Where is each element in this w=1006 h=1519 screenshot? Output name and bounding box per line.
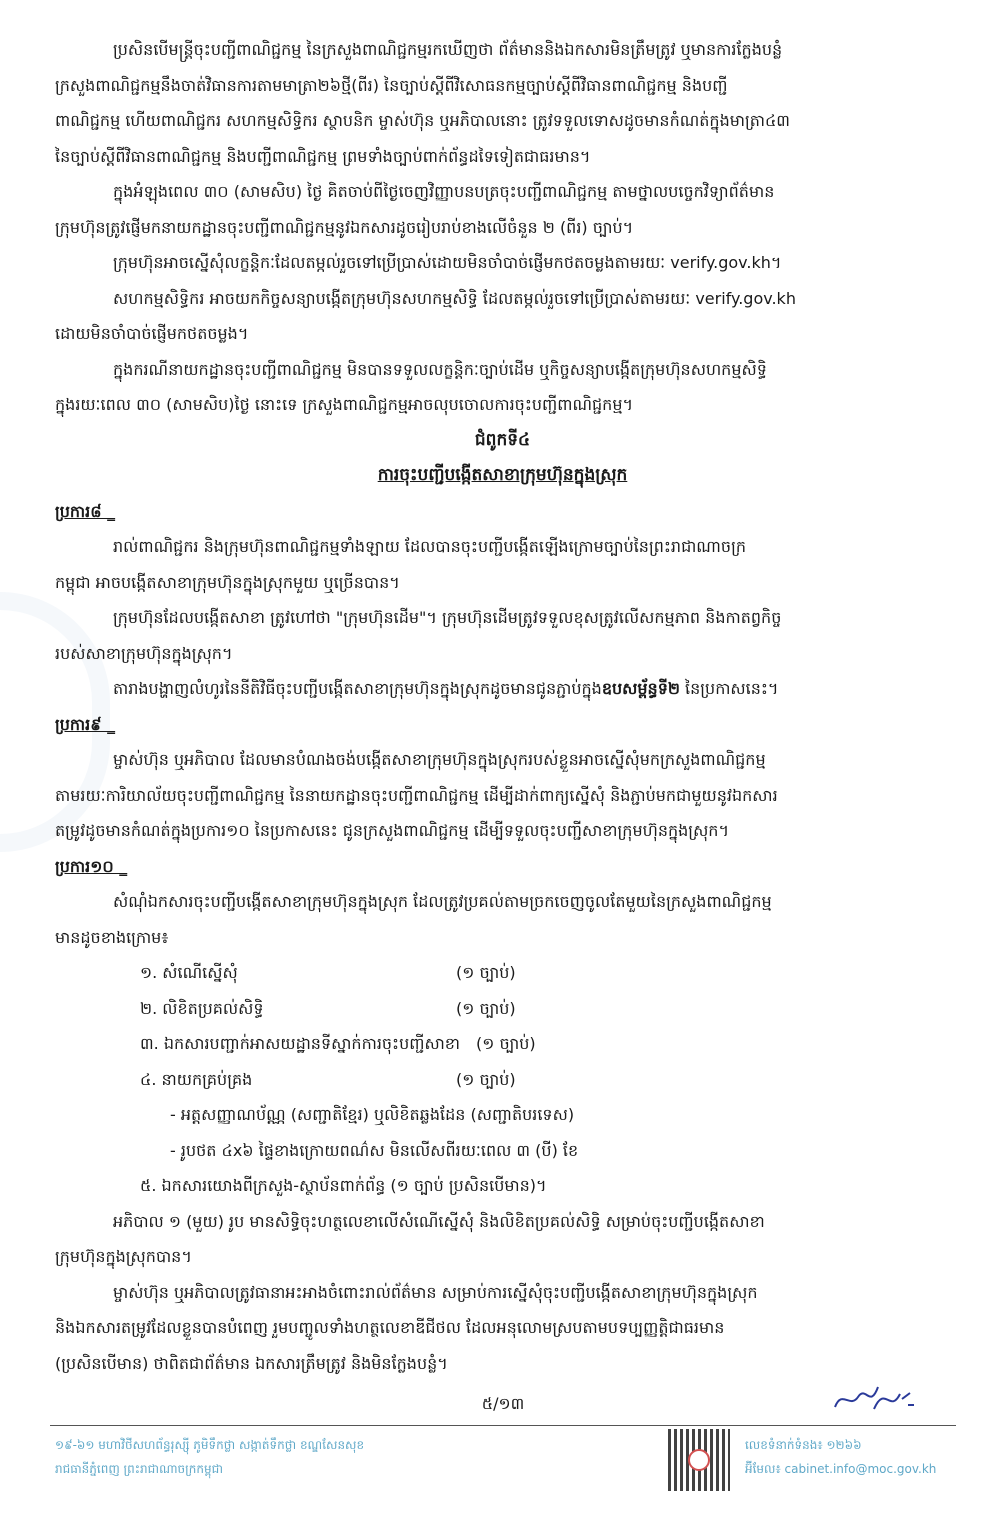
list-item-qty: (១ ច្បាប់)	[456, 963, 516, 982]
footer-divider	[50, 1425, 956, 1426]
article-10-title: ប្រការ១០ _	[55, 856, 128, 876]
list-item-qty: (១ ច្បាប់)	[456, 1069, 516, 1089]
chapter-title: ជំពូកទី៤	[474, 429, 531, 450]
text-line: សហកម្មសិទ្ធិករ អាចយកកិច្ចសន្យាបង្កើតក្រុមហ៊ុនសហកម្មសិទ្ធិ ដែលតម្កល់រួចទៅប្រើប្រាស់តាមរយៈ verify.gov.kh	[113, 288, 796, 308]
text-line: ប្រសិនបើមន្ត្រីចុះបញ្ជីពាណិជ្ជកម្ម នៃក្រសួងពាណិជ្ជកម្មរកឃើញថា ព័ត៌មាននិងឯកសារមិនត្រឹមត្រូវ ឬមានការក្លែងបន្លំ	[113, 40, 783, 59]
email-link[interactable]: អ៊ីមែល៖ cabinet.info@moc.gov.kh	[745, 1462, 937, 1476]
text-line: ក្នុងករណីនាយកដ្ឋានចុះបញ្ជីពាណិជ្ជកម្ម មិនបានទទួលលក្ខន្តិកៈច្បាប់ដើម ឬកិច្ចសន្យាបង្កើតក្រុមហ៊ុនសហកម្មសិទ្ធិ	[113, 359, 767, 379]
text-line: កម្ពុជា អាចបង្កើតសាខាក្រុមហ៊ុនក្នុងស្រុកមួយ ឬច្រើនបាន។	[55, 572, 400, 592]
text-line: ក្រសួងពាណិជ្ជកម្មនឹងចាត់វិធានការតាមមាត្រា២៦ថ្មី(ពីរ) នៃច្បាប់ស្តីពីវិសោធនកម្មច្បាប់ស្តីពីវិធានពាណិជ្ជកម្ម និងបញ្ជី	[55, 75, 728, 95]
text-line: ម្ចាស់ហ៊ុន ឬអភិបាល ដែលមានបំណងចង់បង្កើតសាខាក្រុមហ៊ុនក្នុងស្រុករបស់ខ្លួនអាចស្នើសុំមកក្រសួងពាណិជ្ជកម្ម	[113, 750, 766, 769]
text-line: របស់សាខាក្រុមហ៊ុនក្នុងស្រុក។	[55, 643, 233, 663]
list-item	[55, 1062, 950, 1098]
list-item-label: ៣. ឯកសារបញ្ជាក់អាសយដ្ឋានទីស្នាក់ការចុះបញ្ជីសាខា	[140, 1034, 461, 1053]
text-line: ពាណិជ្ជកម្ម ហើយពាណិជ្ជករ សហកម្មសិទ្ធិករ ស្ថាបនិក ម្ចាស់ហ៊ុន ឬអភិបាលនោះ ត្រូវទទួលទោសដូចមានកំណត់ក្នុងមាត្រា៤៣	[55, 111, 790, 130]
text-line: ក្នុងរយៈពេល ៣០ (សាមសិប)ថ្ងៃ នោះទេ ក្រសួងពាណិជ្ជកម្មអាចលុបចោលការចុះបញ្ជីពាណិជ្ជកម្ម។	[55, 395, 634, 414]
list-item-label: ២. លិខិតប្រគល់សិទ្ធិ	[140, 998, 264, 1018]
article-8-title: ប្រការ៨ _	[55, 501, 116, 521]
footer-contact	[745, 1433, 960, 1481]
list-item-qty: (១ ច្បាប់)	[456, 998, 516, 1018]
footer-address	[55, 1433, 645, 1481]
address-line: ១៩-៦១ មហាវិថីសហព័ន្ធរុស្ស៊ី ភូមិទឹកថ្លា សង្កាត់ទឹកថ្លា ខណ្ឌសែនសុខ	[55, 1438, 365, 1452]
text-line: តម្រូវដូចមានកំណត់ក្នុងប្រការ១០ នៃប្រកាសនេះ ជូនក្រសួងពាណិជ្ជកម្ម ដើម្បីទទួលចុះបញ្ជីសាខាក្រុមហ៊ុនក្នុងស្រុក។	[55, 821, 730, 840]
list-item	[55, 955, 950, 991]
text-line: ក្រុមហ៊ុនក្នុងស្រុកបាន។	[55, 1247, 192, 1266]
text-line: សំណុំឯកសារចុះបញ្ជីបង្កើតសាខាក្រុមហ៊ុនក្នុងស្រុក ដែលត្រូវប្រគល់តាមច្រកចេញចូលតែមួយនៃក្រសួងពាណិជ្ជកម្ម	[113, 892, 772, 911]
text-line: និងឯកសារតម្រូវដែលខ្លួនបានបំពេញ រួមបញ្ចូលទាំងហត្ថលេខាឌីជីថល ដែលអនុលោមស្របតាមបទប្បញ្ញត្តិជាធរមាន	[55, 1318, 725, 1337]
sub-list-item: - អត្តសញ្ញាណប័ណ្ណ (សញ្ជាតិខ្មែរ) ឬលិខិតឆ្លងដែន (សញ្ជាតិបរទេស)	[170, 1105, 575, 1124]
sub-list-item: - រូបថត ៤x៦ ផ្ទៃខាងក្រោយពណ៌ស មិនលើសពីរយៈពេល ៣ (បី) ខែ	[170, 1140, 579, 1160]
list-item-label: ៤. នាយកគ្រប់គ្រង	[140, 1069, 253, 1089]
list-item: ៥. ឯកសារយោងពីក្រសួង-ស្ថាប័នពាក់ព័ន្ធ (១ ច្បាប់ ប្រសិនបើមាន)។	[140, 1176, 547, 1195]
chapter-subtitle: ការចុះបញ្ជីបង្កើតសាខាក្រុមហ៊ុនក្នុងស្រុក	[377, 465, 628, 485]
document-body	[55, 32, 950, 1381]
article-9-title: ប្រការ៩ _	[55, 714, 116, 734]
text-line: ក្រុមហ៊ុនអាចស្នើសុំលក្ខន្តិកៈដែលតម្កល់រួចទៅប្រើប្រាស់ដោយមិនចាំបាច់ផ្ញើមកថតចម្លងតាមរយៈ verify.gov.kh។	[113, 253, 782, 272]
text-line	[55, 671, 950, 707]
hotline: លេខទំនាក់ទំនង៖ ១២៦៦	[745, 1438, 862, 1452]
text-line: នៃច្បាប់ស្តីពីវិធានពាណិជ្ជកម្ម និងបញ្ជីពាណិជ្ជកម្ម ព្រមទាំងច្បាប់ពាក់ព័ន្ធដទៃទៀតជាធរមាន។	[55, 146, 591, 166]
page-footer	[0, 1389, 1006, 1519]
qr-code[interactable]	[668, 1429, 730, 1491]
list-item	[55, 1026, 950, 1062]
text-line: តាមរយៈការិយាល័យចុះបញ្ជីពាណិជ្ជកម្ម នៃនាយកដ្ឋានចុះបញ្ជីពាណិជ្ជកម្ម ដើម្បីដាក់ពាក្យស្នើសុំ និងភ្ជាប់មកជាមួយនូវឯកសារ	[55, 785, 778, 805]
address-line: រាជធានីភ្នំពេញ ព្រះរាជាណាចក្រកម្ពុជា	[55, 1462, 223, 1476]
text-line: រាល់ពាណិជ្ជករ និងក្រុមហ៊ុនពាណិជ្ជកម្មទាំងឡាយ ដែលបានចុះបញ្ជីបង្កើតឡើងក្រោមច្បាប់នៃព្រះរាជាណាចក្រ	[113, 537, 746, 556]
text-line: ក្រុមហ៊ុនត្រូវផ្ញើមកនាយកដ្ឋានចុះបញ្ជីពាណិជ្ជកម្មនូវឯកសារដូចរៀបរាប់ខាងលើចំនួន ២ (ពីរ) ច្បាប់។	[55, 217, 634, 237]
text-line: (ប្រសិនបើមាន) ថាពិតជាព័ត៌មាន ឯកសារត្រឹមត្រូវ និងមិនក្លែងបន្លំ។	[55, 1353, 448, 1373]
text-line: ក្រុមហ៊ុនដែលបង្កើតសាខា ត្រូវហៅថា "ក្រុមហ៊ុនដើម"។ ក្រុមហ៊ុនដើមត្រូវទទួលខុសត្រូវលើសកម្មភាព និងកាតព្វកិច្ច	[113, 608, 782, 627]
signature-initials	[830, 1379, 920, 1419]
text-line: ក្នុងអំឡុងពេល ៣០ (សាមសិប) ថ្ងៃ គិតចាប់ពីថ្ងៃចេញវិញ្ញាបនបត្រចុះបញ្ជីពាណិជ្ជកម្ម តាមថ្នាលបច្ចេកវិទ្យាព័ត៌មាន	[113, 182, 775, 201]
page-number: ៥/១៣	[481, 1394, 525, 1413]
text-span: នៃប្រកាសនេះ។	[679, 679, 779, 698]
text-line: អភិបាល ១ (មួយ) រូប មានសិទ្ធិចុះហត្ថលេខាលើសំណើស្នើសុំ និងលិខិតប្រគល់សិទ្ធិ សម្រាប់ចុះបញ្ជីបង្កើតសាខា	[113, 1211, 765, 1231]
annex-reference: ឧបសម្ព័ន្ធទី២	[601, 679, 680, 698]
text-line: ម្ចាស់ហ៊ុន ឬអភិបាលត្រូវធានាអះអាងចំពោះរាល់ព័ត៌មាន សម្រាប់ការស្នើសុំចុះបញ្ជីបង្កើតសាខាក្រុមហ៊ុនក្នុងស្រុក	[113, 1282, 758, 1302]
text-line: មានដូចខាងក្រោម៖	[55, 927, 169, 947]
list-item-label: ១. សំណើស្នើសុំ	[140, 963, 238, 982]
text-line: ដោយមិនចាំបាច់ផ្ញើមកថតចម្លង។	[55, 324, 249, 343]
text-span: តារាងបង្ហាញលំហូរនៃនីតិវិធីចុះបញ្ជីបង្កើតសាខាក្រុមហ៊ុនក្នុងស្រុកដូចមានជូនភ្ជាប់ក្នុង	[113, 679, 602, 698]
list-item	[55, 991, 950, 1027]
list-item-qty: (១ ច្បាប់)	[476, 1034, 536, 1053]
